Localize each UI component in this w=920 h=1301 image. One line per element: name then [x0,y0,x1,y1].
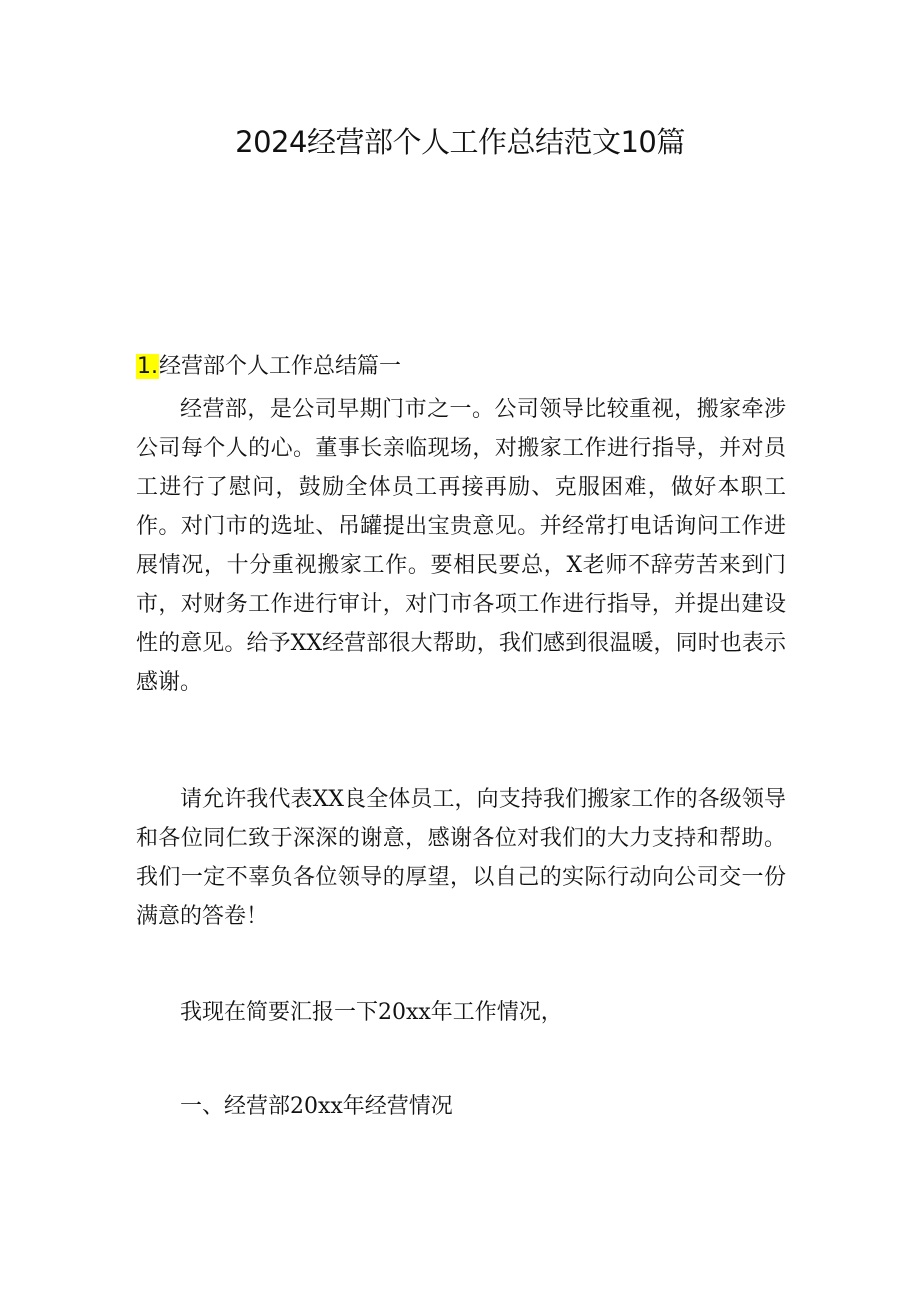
paragraph-3: 我现在简要汇报一下20xx年工作情况， [180,1000,563,1025]
section-heading [136,348,786,386]
highlighted-section-number: 1. [137,354,158,379]
paragraph-2: 请允许我代表XX良全体员工，向支持我们搬家工作的各级领导和各位同仁致于深深的谢意，感谢各位对我们的大力支持和帮助。我们一定不辜负各位领导的厚望，以自己的实际行动向公司交一份满意的答卷！ [136,787,786,929]
subsection-heading: 一、经营部20xx年经营情况 [180,1094,453,1119]
section-heading-text: 经营部个人工作总结篇一 [159,354,402,379]
document-title: 2024经营部个人工作总结范文10篇 [235,125,685,159]
paragraph-1: 经营部，是公司早期门市之一。公司领导比较重视，搬家牵涉公司每个人的心。董事长亲临现场，对搬家工作进行指导，并对员工进行了慰问，鼓励全体员工再接再励、克服困难，做好本职工作。对门市的选址、吊罐提出宝贵意见。并经常打电话询问工作进展情况，十分重视搬家工作。要相民要总，X老师不辞劳苦来到门市，对财务工作进行审计，对门市各项工作进行指导，并提出建设性的意见。给予XX经营部很大帮助，我们感到很温暖，同时也表示感谢。 [136,397,786,695]
